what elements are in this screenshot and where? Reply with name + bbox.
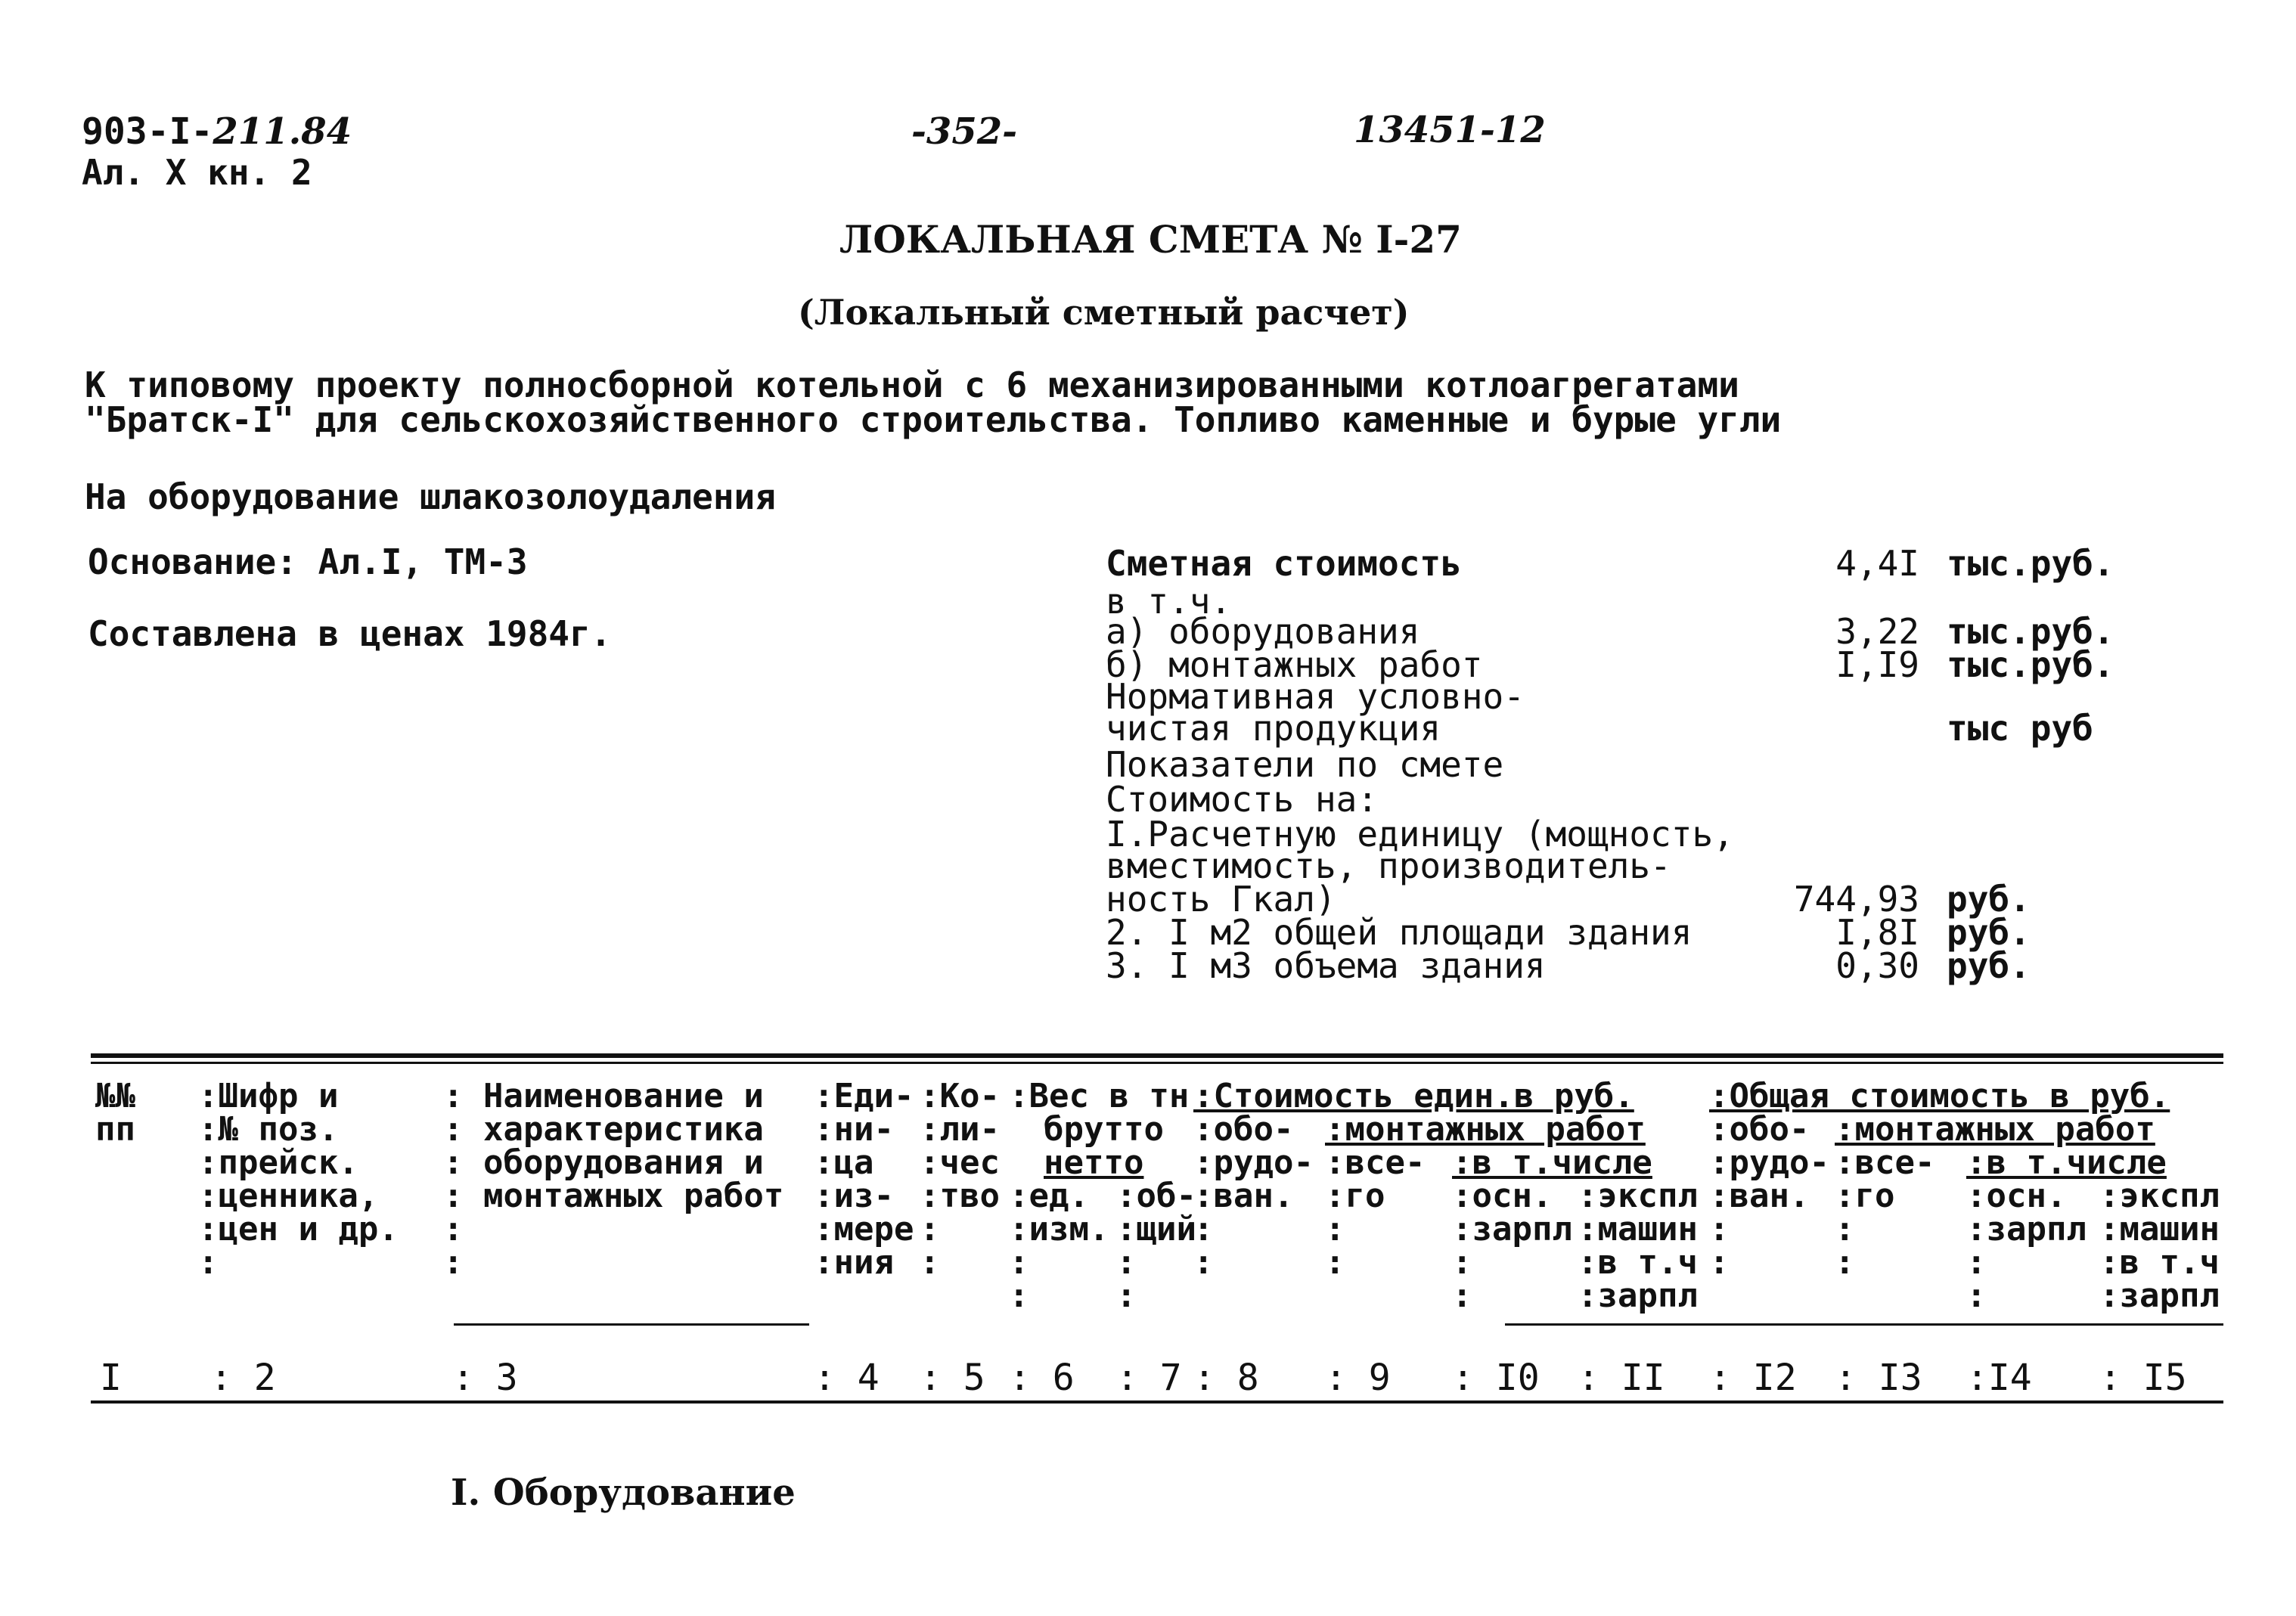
summary-label: 3. I м3 объема здания <box>1106 945 1546 986</box>
summary-unit: тыс.руб. <box>1947 644 2114 685</box>
col-qty-l2: :ли- <box>920 1110 1000 1149</box>
summary-unit: тыс.руб. <box>1947 611 2114 652</box>
page-subtitle: (Локальный сметный расчет) <box>798 292 1410 333</box>
col-weight-unit-l3: : <box>1009 1243 1029 1282</box>
number-row-rule <box>91 1400 2223 1404</box>
basis: Основание: Ал.I, ТМ-3 <box>88 541 528 582</box>
col-total-wage-l1: :осн. <box>1966 1177 2067 1215</box>
col-total-machine-l3: :в т.ч <box>2099 1243 2220 1282</box>
header-bottom-rule <box>1505 1323 2223 1326</box>
section-heading: I. Оборудование <box>451 1472 796 1514</box>
column-number: : 6 <box>1009 1357 1075 1399</box>
summary-value: I,I9 <box>1835 644 1919 685</box>
col-unit-machine-l4: :зарпл <box>1578 1276 1698 1315</box>
col-total-mount-all <box>1835 1143 1935 1282</box>
col-total-mount-all-l4: : <box>1835 1243 1855 1282</box>
weight-gross: брутто <box>1044 1110 1164 1149</box>
summary-unit: тыс.руб. <box>1947 543 2114 584</box>
col-total-mount-all-l1: :все- <box>1835 1143 1935 1182</box>
summary-label: вместимость, производитель- <box>1106 845 1671 886</box>
summary-label: I.Расчетную единицу (мощность, <box>1106 814 1734 855</box>
col-unit-machine-l2: :машин <box>1578 1210 1698 1248</box>
doc-code-printed: 903-I- <box>82 110 213 153</box>
page-number: -352- <box>911 110 1018 153</box>
col-qty-l4: :тво <box>920 1177 1000 1215</box>
column-number: : 3 <box>452 1357 518 1399</box>
col-qty-l3: :чес <box>920 1143 1000 1182</box>
column-number: I <box>100 1357 122 1399</box>
project-line-1: К типовому проекту полносборной котельной с 6 механизированными котлоагрегатами <box>85 364 1739 405</box>
doc-code <box>82 110 352 153</box>
summary-value: 3,22 <box>1835 611 1919 652</box>
col-code-l6: : <box>198 1243 219 1282</box>
column-number: : I3 <box>1835 1357 1922 1399</box>
col-code <box>198 1077 399 1282</box>
col-unit-machine <box>1578 1177 1698 1315</box>
total-mount-title: :монтажных работ <box>1835 1110 2155 1149</box>
column-number: : 2 <box>210 1357 276 1399</box>
col-total-mount-all-l2: :го <box>1835 1177 1895 1215</box>
unit-cost-title: :Стоимость един.в руб. <box>1193 1077 1634 1115</box>
unit-incl: :в т.числе <box>1452 1143 1652 1182</box>
col-weight-unit-l1: :ед. <box>1009 1177 1089 1215</box>
summary-label: Нормативная условно- <box>1106 676 1525 717</box>
name-col-rule <box>454 1323 809 1326</box>
col-total-equip-l1: :обо- <box>1709 1110 1810 1149</box>
summary-label: Стоимость на: <box>1106 779 1379 820</box>
col-qty <box>920 1077 1000 1282</box>
col-weight-total-l2: :щий <box>1116 1210 1196 1248</box>
col-unit-equip-l5: : <box>1193 1243 1214 1282</box>
col-num <box>95 1077 135 1149</box>
doc-code-handwritten: 211.84 <box>213 110 352 153</box>
col-qty-l6: : <box>920 1243 940 1282</box>
col-weight-unit-l2: :изм. <box>1009 1210 1109 1248</box>
col-total-wage-l2: :зарпл <box>1966 1210 2087 1248</box>
column-number: : 8 <box>1193 1357 1259 1399</box>
total-cost-title: :Общая стоимость в руб. <box>1709 1077 2170 1115</box>
col-weight-total <box>1116 1177 1196 1315</box>
summary-value: 4,4I <box>1835 543 1919 584</box>
col-code-l5: :цен и др. <box>198 1210 399 1248</box>
col-unit-wage-l1: :осн. <box>1452 1177 1553 1215</box>
column-number: : 9 <box>1325 1357 1391 1399</box>
col-total-machine-l2: :машин <box>2099 1210 2220 1248</box>
summary-label: Сметная стоимость <box>1106 543 1462 584</box>
column-number: : 4 <box>814 1357 880 1399</box>
page-title: ЛОКАЛЬНАЯ СМЕТА № I-27 <box>839 217 1462 262</box>
col-unit-machine-l3: :в т.ч <box>1578 1243 1698 1282</box>
col-total-equip <box>1709 1110 1829 1282</box>
col-unit-mount-all-l4: : <box>1325 1243 1345 1282</box>
col-num-l1: №№ <box>95 1077 135 1115</box>
col-total-machine-l4: :зарпл <box>2099 1276 2220 1315</box>
doc-number: 13451-12 <box>1354 109 1546 151</box>
column-number: : I5 <box>2099 1357 2187 1399</box>
col-unit-wage-l4: : <box>1452 1276 1472 1315</box>
table-top-rule-2 <box>91 1062 2223 1064</box>
col-total-wage-l4: : <box>1966 1276 1987 1315</box>
col-total-equip-l4: : <box>1709 1210 1730 1248</box>
weight-title: :Вес в тн <box>1009 1077 1190 1115</box>
summary-value: I,8I <box>1835 912 1919 953</box>
col-unit-equip-l2: :рудо- <box>1193 1143 1314 1182</box>
summary-label: чистая продукция <box>1106 708 1441 749</box>
summary-label: Показатели по смете <box>1106 744 1504 785</box>
col-code-l2: :№ поз. <box>198 1110 339 1149</box>
summary-unit: руб. <box>1947 912 2031 953</box>
column-number: : 5 <box>920 1357 985 1399</box>
purpose: На оборудование шлакозолоудаления <box>85 476 776 517</box>
col-name-l3: : оборудования и <box>443 1143 764 1182</box>
col-name-l2: : характеристика <box>443 1110 764 1149</box>
table-top-rule <box>91 1053 2223 1058</box>
col-total-wage <box>1966 1177 2087 1315</box>
col-unit-wage-l2: :зарпл <box>1452 1210 1572 1248</box>
col-total-machine <box>2099 1177 2220 1315</box>
col-weight-total-l1: :об- <box>1116 1177 1196 1215</box>
column-number: : 7 <box>1116 1357 1182 1399</box>
col-unit-mount-all-l2: :го <box>1325 1177 1385 1215</box>
col-weight-unit-l4: : <box>1009 1276 1029 1315</box>
project-line-2: "Братск-I" для сельскохозяйственного строительства. Топливо каменные и бурые угли <box>85 399 1782 440</box>
summary-label: в т.ч. <box>1106 581 1232 622</box>
col-weight-total-l3: : <box>1116 1243 1137 1282</box>
summary-value: 0,30 <box>1835 945 1919 986</box>
col-total-equip-l2: :рудо- <box>1709 1143 1829 1182</box>
col-unit-equip <box>1193 1110 1314 1282</box>
col-name <box>443 1077 784 1282</box>
summary-unit: руб. <box>1947 945 2031 986</box>
col-qty-l1: :Ко- <box>920 1077 1000 1115</box>
col-unit-l4: :из- <box>814 1177 894 1215</box>
column-number: : II <box>1578 1357 1665 1399</box>
col-unit-equip-l1: :обо- <box>1193 1110 1294 1149</box>
col-code-l4: :ценника, <box>198 1177 379 1215</box>
col-num-l2: пп <box>95 1110 135 1149</box>
col-name-l6: : <box>443 1243 464 1282</box>
col-name-l4: : монтажных работ <box>443 1177 784 1215</box>
col-unit-mount-all-l1: :все- <box>1325 1143 1426 1182</box>
col-unit-l3: :ца <box>814 1143 874 1182</box>
col-total-wage-l3: : <box>1966 1243 1987 1282</box>
col-unit-wage <box>1452 1177 1572 1315</box>
col-total-mount-all-l3: : <box>1835 1210 1855 1248</box>
album-label: Ал. X кн. 2 <box>82 152 312 193</box>
summary-label: б) монтажных работ <box>1106 644 1483 685</box>
col-unit-machine-l1: :экспл <box>1578 1177 1698 1215</box>
col-total-equip-l5: : <box>1709 1243 1730 1282</box>
summary-unit: тыс руб <box>1947 708 2093 749</box>
col-code-l1: :Шифр и <box>198 1077 339 1115</box>
col-code-l3: :прейск. <box>198 1143 358 1182</box>
total-incl: :в т.числе <box>1966 1143 2167 1182</box>
col-unit-wage-l3: : <box>1452 1243 1472 1282</box>
col-total-machine-l1: :экспл <box>2099 1177 2220 1215</box>
col-name-l5: : <box>443 1210 464 1248</box>
col-unit-equip-l3: :ван. <box>1193 1177 1294 1215</box>
column-number: : I0 <box>1452 1357 1540 1399</box>
col-unit-equip-l4: : <box>1193 1210 1214 1248</box>
col-unit-mount-all-l3: : <box>1325 1210 1345 1248</box>
summary-label: а) оборудования <box>1106 611 1420 652</box>
col-name-l1: : Наименование и <box>443 1077 764 1115</box>
summary-unit: руб. <box>1947 879 2031 920</box>
col-unit-l6: :ния <box>814 1243 894 1282</box>
column-number: : I2 <box>1709 1357 1797 1399</box>
col-weight-unit <box>1009 1177 1109 1315</box>
summary-label: ность Гкал) <box>1106 879 1336 920</box>
col-weight-total-l4: : <box>1116 1276 1137 1315</box>
col-total-equip-l3: :ван. <box>1709 1177 1810 1215</box>
column-number: :I4 <box>1966 1357 2032 1399</box>
col-unit <box>814 1077 914 1282</box>
weight-net: нетто <box>1044 1143 1144 1182</box>
col-unit-l2: :ни- <box>814 1110 894 1149</box>
col-unit-mount-all <box>1325 1143 1426 1282</box>
col-qty-l5: : <box>920 1210 940 1248</box>
prices-basis: Составлена в ценах 1984г. <box>88 613 612 654</box>
unit-mount-title: :монтажных работ <box>1325 1110 1646 1149</box>
col-unit-l1: :Еди- <box>814 1077 914 1115</box>
col-unit-l5: :мере <box>814 1210 914 1248</box>
summary-value: 744,93 <box>1793 879 1919 920</box>
summary-label: 2. I м2 общей площади здания <box>1106 912 1693 953</box>
